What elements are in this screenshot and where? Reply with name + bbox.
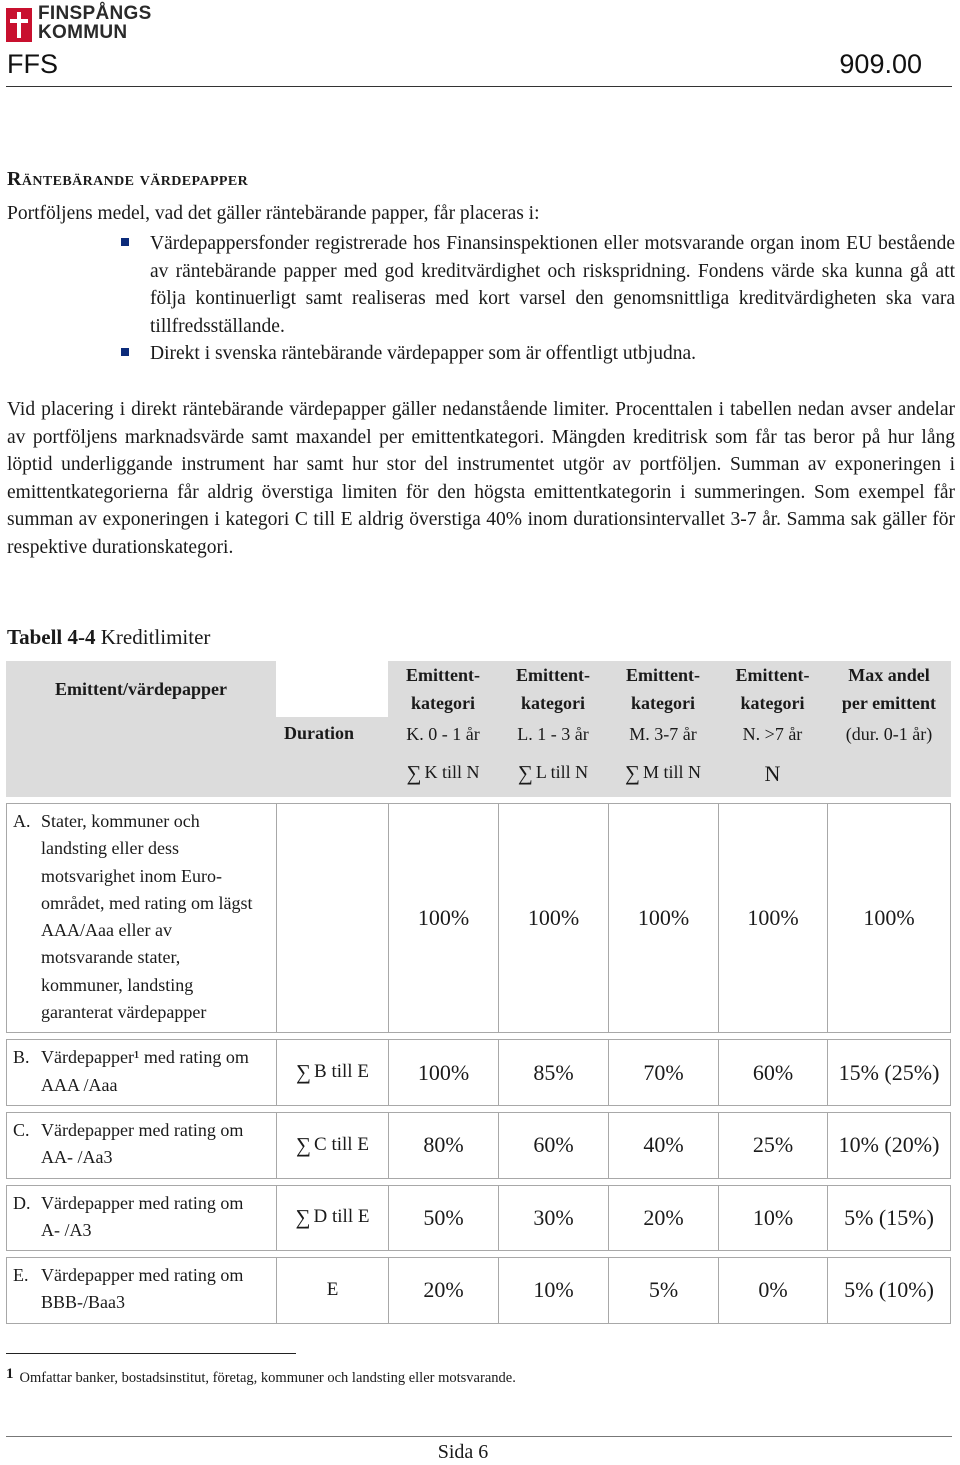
logo-emblem-icon [6, 8, 32, 42]
issuer-label: D. Värdepapper med rating om A- /A3 [6, 1185, 276, 1252]
col-header-category: Emittent- kategori [718, 661, 827, 717]
body-paragraph: Vid placering i direkt räntebärande värdepapper gäller nedanstående limiter. Procenttalen i tabellen nedan avser andelar av portföljens marknadsvärde samt maxandel per emittentkategori. Mängden kreditrisk som får tas beror på hur lång löptid underliggande instrument har samt hur stor del instrumentet utgör av portföljen. Summan av exponeringen i emittentkategorierna får aldrig överstiga limiten för den högsta emittentkategorin i summeringen. Som exempel får summan av exponeringen i kategori C till E aldrig överstiga 40% inom durationsintervallet 3-7 år. Samma sak gäller för respektive durationskategori. [7, 399, 955, 558]
header-divider [6, 86, 952, 87]
issuer-label: A. Stater, kommuner och landsting eller dess motsvarighet inom Euro- området, med rating om lägst AAA/Aaa eller av motsvarande stater, kommuner, landsting garanterat värdepapper [6, 803, 276, 1033]
issuer-label: B. Värdepapper¹ med rating om AAA /Aaa [6, 1039, 276, 1106]
table-row [6, 803, 951, 1033]
sigma-icon: ∑ [296, 1132, 312, 1157]
list-item [7, 230, 955, 340]
limit-value: 30% [498, 1185, 608, 1252]
sum-m-to-n: ∑ M till N [608, 750, 718, 797]
table-caption [7, 625, 210, 650]
credit-limit-table [6, 661, 951, 1324]
max-share-value: 5% (15%) [827, 1185, 951, 1252]
duration-max: (dur. 0-1 år) [827, 717, 951, 750]
section-heading: Räntebärande värdepapper [7, 168, 249, 190]
square-bullet-icon [121, 238, 129, 246]
sigma-icon: ∑ [517, 761, 533, 785]
limit-value: 5% [608, 1257, 718, 1324]
limit-value: 0% [718, 1257, 827, 1324]
limit-value: 10% [498, 1257, 608, 1324]
document-series: FFS [7, 49, 58, 79]
logo-line-1: FINSPÅNGS [38, 3, 152, 24]
footnote-mark: 1 [6, 1366, 14, 1382]
document-number: 909.00 [839, 49, 922, 79]
limit-value: 60% [718, 1039, 827, 1106]
max-share-value: 15% (25%) [827, 1039, 951, 1106]
sum-k-to-n: ∑ K till N [388, 750, 498, 797]
limit-value: 10% [718, 1185, 827, 1252]
limit-value: 80% [388, 1112, 498, 1179]
duration-m: M. 3-7 år [608, 717, 718, 750]
sum-l-to-n: ∑ L till N [498, 750, 608, 797]
duration-l: L. 1 - 3 år [498, 717, 608, 750]
duration-label: Duration [276, 717, 388, 750]
sigma-icon: ∑ [296, 1060, 312, 1085]
footnote [6, 1366, 516, 1387]
limit-value: 20% [608, 1185, 718, 1252]
col-header-max-share: Max andel per emittent [827, 661, 951, 717]
footer-divider [6, 1436, 952, 1437]
bullet-list [7, 230, 955, 368]
limit-value: 100% [608, 803, 718, 1033]
page-number: Sida 6 [437, 1441, 489, 1463]
limit-value: 100% [388, 1039, 498, 1106]
bullet-text: Direkt i svenska räntebärande värdepapper som är offentligt utbjudna. [150, 343, 696, 364]
col-header-issuer: Emittent/värdepapper [6, 661, 276, 750]
sum-n: N [718, 750, 827, 797]
limit-value: 40% [608, 1112, 718, 1179]
limit-value: 100% [498, 803, 608, 1033]
table-row [6, 1185, 951, 1252]
col-header-category: Emittent- kategori [498, 661, 608, 717]
bullet-text: Värdepappersfonder registrerade hos Finansinspektionen eller motsvarande organ inom EU bestående av räntebärande papper med god kreditvärdighet och riskspridning. Fondens värde ska kunna gå att följa kontinuerligt samt realiseras med kort varsel den genomsnittliga kreditvärdigheten ska vara tillfredsställande. [150, 233, 955, 337]
duration-k: K. 0 - 1 år [388, 717, 498, 750]
issuer-label: C. Värdepapper med rating om AA- /Aa3 [6, 1112, 276, 1179]
sigma-icon: ∑ [625, 761, 640, 785]
limit-value: 60% [498, 1112, 608, 1179]
footnote-text: Omfattar banker, bostadsinstitut, företag, kommuner och landsting eller motsvarande. [19, 1370, 516, 1386]
sum-range: ∑ C till E [276, 1112, 388, 1179]
summation-row [6, 750, 951, 797]
max-share-value: 100% [827, 803, 951, 1033]
issuer-label: E. Värdepapper med rating om BBB-/Baa3 [6, 1257, 276, 1324]
col-header-category: Emittent- kategori [608, 661, 718, 717]
list-item [7, 340, 955, 368]
sigma-icon: ∑ [295, 1205, 311, 1230]
max-share-value: 10% (20%) [827, 1112, 951, 1179]
logo-wordmark [38, 4, 152, 42]
table-row [6, 1112, 951, 1179]
sum-range: E [276, 1257, 388, 1324]
table-row [6, 1257, 951, 1324]
municipality-logo [6, 4, 176, 44]
max-share-value: 5% (10%) [827, 1257, 951, 1324]
limit-value: 20% [388, 1257, 498, 1324]
table-number: Tabell 4-4 [7, 625, 96, 649]
limit-value: 100% [388, 803, 498, 1033]
intro-text: Portföljens medel, vad det gäller räntebärande papper, får placeras i: [7, 203, 540, 224]
limit-value: 50% [388, 1185, 498, 1252]
limit-value: 100% [718, 803, 827, 1033]
limit-value: 70% [608, 1039, 718, 1106]
limit-value: 85% [498, 1039, 608, 1106]
sum-range: ∑ D till E [276, 1185, 388, 1252]
table-row [6, 1039, 951, 1106]
square-bullet-icon [121, 348, 129, 356]
table-title: Kreditlimiter [95, 625, 211, 649]
table-header-row [6, 661, 951, 717]
sigma-icon: ∑ [406, 761, 422, 785]
sum-range: ∑ B till E [276, 1039, 388, 1106]
limit-value: 25% [718, 1112, 827, 1179]
col-header-category: Emittent- kategori [388, 661, 498, 717]
sum-range [276, 803, 388, 1033]
footnote-divider [6, 1353, 296, 1354]
logo-line-2: KOMMUN [38, 22, 128, 43]
duration-n: N. >7 år [718, 717, 827, 750]
